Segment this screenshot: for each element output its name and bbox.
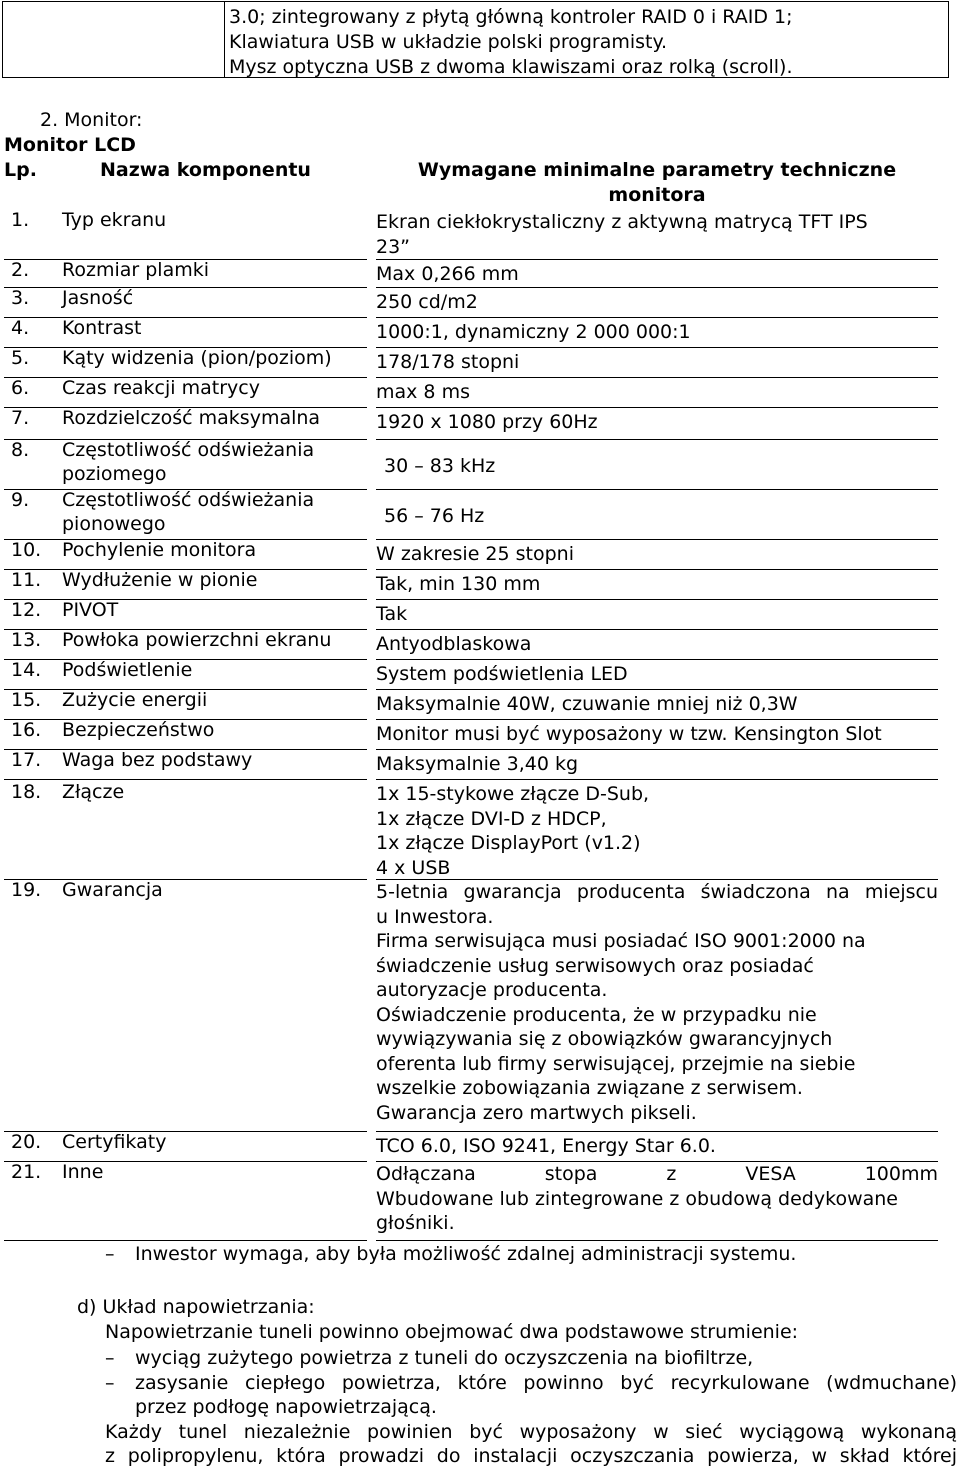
row-component-name: Gwarancja (62, 879, 163, 901)
row-number: 6. (11, 377, 30, 399)
row-parameter-value: oferenta lub firmy serwisującej, przejmie na siebie (376, 1052, 856, 1075)
row-component-name: Rozmiar plamki (62, 259, 209, 281)
row-parameter-value: u Inwestora. (376, 905, 494, 928)
row-number: 3. (11, 287, 30, 309)
row-parameter-value: 23” (376, 235, 411, 258)
row-number: 10. (11, 539, 42, 561)
row-value-underline (376, 407, 938, 408)
row-number: 8. (11, 439, 30, 461)
row-parameter-value: 5-letnia gwarancja producenta świadczona na miejscu (376, 881, 938, 903)
row-parameter-value: Max 0,266 mm (376, 263, 519, 285)
row-component-name: Czas reakcji matrycy (62, 377, 260, 399)
row-number: 15. (11, 689, 42, 711)
row-parameter-value: świadczenie usług serwisowych oraz posiadać (376, 954, 814, 977)
row-number: 11. (11, 569, 42, 591)
row-parameter-value: autoryzacje producenta. (376, 979, 608, 1001)
row-value-underline (376, 749, 938, 750)
row-parameter-value: Oświadczenie producenta, że w przypadku nie (376, 1003, 817, 1026)
row-value-underline (376, 689, 938, 690)
row-separator (4, 1161, 367, 1162)
top-box-divider (224, 1, 225, 77)
row-parameter-value: Antyodblaskowa (376, 633, 532, 655)
row-value-underline (376, 629, 938, 630)
top-box-line: 3.0; zintegrowany z płytą główną kontroler RAID 0 i RAID 1; (229, 6, 793, 28)
row-parameter-value: TCO 6.0, ISO 9241, Energy Star 6.0. (376, 1135, 716, 1157)
row-number: 9. (11, 489, 30, 511)
bullet-item (135, 1371, 957, 1419)
row-separator (4, 1131, 367, 1132)
row-component-name: Jasność (62, 287, 134, 309)
row-parameter-value: wszelkie zobowiązania związane z serwisem. (376, 1077, 803, 1099)
row-number: 12. (11, 599, 42, 621)
row-value-underline (376, 539, 938, 540)
row-component-name: Waga bez podstawy (62, 749, 253, 771)
row-parameter-value: 56 – 76 Hz (384, 505, 485, 527)
bullet-dash: – (105, 1347, 115, 1369)
row-component-name: Certyfikaty (62, 1131, 167, 1153)
row-parameter-value: max 8 ms (376, 381, 470, 403)
row-separator (4, 599, 367, 600)
top-box-left-border (2, 1, 3, 77)
top-box-top-border (2, 1, 949, 2)
row-parameter-value: Tak (376, 603, 408, 625)
row-parameter-value: Ekran ciekłokrystaliczny z aktywną matrycą TFT IPS (376, 211, 868, 233)
row-component-name: poziomego (62, 463, 167, 485)
row-parameter-value: System podświetlenia LED (376, 663, 628, 685)
section-d-paragraph (105, 1420, 957, 1468)
row-number: 4. (11, 317, 30, 339)
row-component-name: Wydłużenie w pionie (62, 569, 258, 591)
row-number: 7. (11, 407, 30, 429)
row-parameter-value: 4 x USB (376, 856, 451, 879)
paragraph-line: z polipropylenu, która prowadzi do instalacji oczyszczania powierza, w skład której (105, 1445, 957, 1467)
note-dash: – (105, 1243, 115, 1265)
section-subtitle: Monitor LCD (4, 134, 136, 156)
row-number: 13. (11, 629, 42, 651)
row-value-underline (376, 259, 938, 260)
row-value-underline (376, 599, 938, 600)
row-number: 16. (11, 719, 42, 741)
row-parameter-value: 1920 x 1080 przy 60Hz (376, 411, 598, 433)
row-parameter-value: 178/178 stopni (376, 351, 520, 373)
row-component-name: Kontrast (62, 317, 142, 339)
section-d-intro: Napowietrzanie tuneli powinno obejmować dwa podstawowe strumienie: (105, 1321, 799, 1343)
row-parameter-value: Gwarancja zero martwych pikseli. (376, 1101, 697, 1124)
row-component-name: Częstotliwość odświeżania (62, 439, 315, 461)
row-parameter-value: 30 – 83 kHz (384, 455, 496, 477)
row-component-name: Powłoka powierzchni ekranu (62, 629, 332, 651)
row-component-name: Kąty widzenia (pion/poziom) (62, 347, 332, 369)
row-component-name: Podświetlenie (62, 659, 193, 681)
top-box-line: Klawiatura USB w układzie polski programisty. (229, 31, 668, 53)
row-separator (4, 287, 367, 288)
row-number: 17. (11, 749, 42, 771)
top-box-right-border (948, 1, 949, 77)
row-value-underline (376, 719, 938, 720)
note-after-table: Inwestor wymaga, aby była możliwość zdalnej administracji systemu. (135, 1243, 797, 1265)
row-number: 5. (11, 347, 30, 369)
row-value-underline (376, 347, 938, 348)
row-value-underline (376, 317, 938, 318)
row-separator (4, 317, 367, 318)
row-parameter-value: Firma serwisująca musi posiadać ISO 9001:2000 na (376, 930, 866, 952)
row-parameter-value: głośniki. (376, 1212, 455, 1234)
row-parameter-value: W zakresie 25 stopni (376, 543, 575, 565)
header-lp: Lp. (4, 159, 37, 181)
bullet-line: przez podłogę napowietrzającą. (135, 1396, 437, 1418)
row-parameter-value: Odłączana stopa z VESA 100mm (376, 1163, 938, 1185)
row-separator (4, 779, 367, 780)
row-value-underline (376, 377, 938, 378)
row-separator (4, 1240, 367, 1241)
row-parameter-value: 250 cd/m2 (376, 291, 478, 313)
row-number: 1. (11, 209, 30, 231)
row-component-name: Inne (62, 1161, 104, 1183)
row-parameter-value: 1x złącze DisplayPort (v1.2) (376, 832, 641, 854)
row-component-name: Złącze (62, 781, 125, 803)
row-parameter-value: Tak, min 130 mm (376, 573, 541, 595)
row-value-underline (376, 1131, 938, 1132)
row-component-name: pionowego (62, 513, 166, 535)
row-parameter-value: Maksymalnie 40W, czuwanie mniej niż 0,3W (376, 693, 798, 715)
row-parameter-value: Maksymalnie 3,40 kg (376, 753, 579, 775)
row-value-underline (376, 779, 938, 780)
row-number: 2. (11, 259, 30, 281)
section-d-heading: d) Układ napowietrzania: (77, 1296, 315, 1318)
row-number: 18. (11, 781, 42, 803)
paragraph-line: Każdy tunel niezależnie powinien być wyposażony w sieć wyciągową wykonaną (105, 1421, 957, 1443)
row-value-underline (376, 1240, 938, 1241)
row-separator (4, 879, 367, 880)
row-component-name: Częstotliwość odświeżania (62, 489, 315, 511)
row-component-name: Zużycie energii (62, 689, 208, 711)
row-value-underline (376, 287, 938, 288)
row-number: 21. (11, 1161, 42, 1183)
row-parameter-value: wywiązywania się z obowiązków gwarancyjnych (376, 1028, 833, 1050)
section-number-title: 2. Monitor: (40, 109, 143, 131)
top-box-line: Mysz optyczna USB z dwoma klawiszami oraz rolką (scroll). (229, 56, 793, 78)
bullet-item: wyciąg zużytego powietrza z tuneli do oczyszczenia na biofiltrze, (135, 1347, 754, 1369)
row-value-underline (376, 569, 938, 570)
row-parameter-value: 1x złącze DVI-D z HDCP, (376, 807, 607, 830)
row-component-name: Pochylenie monitora (62, 539, 257, 561)
row-component-name: Rozdzielczość maksymalna (62, 407, 321, 429)
row-number: 20. (11, 1131, 42, 1153)
bullet-dash: – (105, 1372, 115, 1394)
header-params: Wymagane minimalne parametry techniczne (417, 159, 897, 181)
row-parameter-value: 1x 15-stykowe złącze D-Sub, (376, 783, 650, 805)
row-parameter-value: Monitor musi być wyposażony w tzw. Kensington Slot (376, 723, 882, 745)
bullet-line: zasysanie ciepłego powietrza, które powinno być recyrkulowane (wdmuchane) (135, 1372, 957, 1394)
row-value-underline (376, 659, 938, 660)
row-component-name: Bezpieczeństwo (62, 719, 215, 741)
row-component-name: Typ ekranu (62, 209, 167, 231)
row-parameter-value: 1000:1, dynamiczny 2 000 000:1 (376, 321, 691, 343)
row-number: 14. (11, 659, 42, 681)
header-params-cont: monitora (608, 184, 706, 206)
row-value-underline (376, 489, 938, 490)
row-component-name: PIVOT (62, 599, 119, 621)
row-value-underline (376, 439, 938, 440)
header-name: Nazwa komponentu (100, 159, 311, 181)
row-number: 19. (11, 879, 42, 901)
row-parameter-value: Wbudowane lub zintegrowane z obudową dedykowane (376, 1187, 898, 1210)
